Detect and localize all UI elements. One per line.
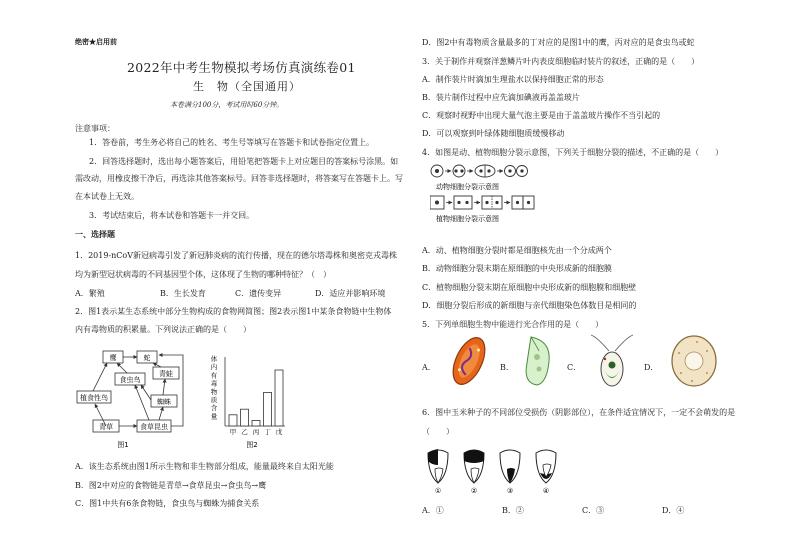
seed-label: ① bbox=[434, 487, 442, 495]
cell-nucleus bbox=[487, 169, 490, 172]
q3-option-b: B．装片制作过程中应先滴加碘液再盖盖玻片 bbox=[422, 93, 580, 102]
q4-option-c: C．植物细胞分裂末期在原细胞中央形成新的细胞膜和细胞壁 bbox=[422, 283, 637, 292]
fig2-ylabel-char: 毒 bbox=[210, 379, 218, 388]
fig2-caption: 图2 bbox=[246, 441, 258, 449]
seed-label: ③ bbox=[506, 487, 514, 495]
fig2-ylabel-char: 物 bbox=[210, 387, 218, 396]
plant-caption: 植物细胞分裂示意图 bbox=[436, 215, 499, 223]
food-web-arrow bbox=[163, 379, 165, 395]
q4-line: 4．如图是动、植物细胞分裂示意图，下列关于细胞分裂的描述，不正确的是（ ） bbox=[422, 148, 724, 157]
fig2-ylabel-char: 含 bbox=[210, 404, 218, 413]
seed-label: ② bbox=[470, 487, 478, 495]
cell-nucleus bbox=[454, 169, 457, 172]
seed-2 bbox=[464, 450, 484, 495]
chlamydomonas-image bbox=[587, 333, 637, 389]
q4-option-d: D．细胞分裂后形成的新细胞与亲代细胞染色体数目是相同的 bbox=[422, 301, 637, 310]
q2-option-d: D．图2中有毒物质含量最多的丁对应的是图1中的鹰，丙对应的是食虫鸟或蛇 bbox=[422, 38, 695, 47]
notes-heading: 注意事项： bbox=[75, 124, 115, 133]
corn-seeds-diagram bbox=[424, 447, 574, 497]
fig2-ylabel-char: 质 bbox=[210, 396, 218, 404]
animal-caption: 动物细胞分裂示意图 bbox=[436, 183, 499, 191]
cell-nucleus bbox=[495, 201, 498, 204]
q6-option-c: C．③ bbox=[582, 506, 605, 515]
food-web-arrow bbox=[153, 363, 161, 367]
food-web-label: 蛇 bbox=[143, 354, 151, 362]
fig2-ylabel-char: 有 bbox=[210, 371, 218, 380]
q3-option-d: D．可以观察到叶绿体随细胞质缓慢移动 bbox=[422, 129, 565, 138]
fig2-ylabel-char: 内 bbox=[210, 363, 218, 372]
q2-option-a: A．该生态系统由图1所示生物和非生物部分组成，能量最终来自太阳光能 bbox=[75, 462, 334, 471]
seed-4 bbox=[536, 450, 556, 495]
q1-option-b: B．生长发育 bbox=[160, 289, 206, 298]
note-line: 3．考试结束后，将本试卷和答题卡一并交回。 bbox=[89, 211, 255, 220]
fig2-ylabel bbox=[211, 354, 218, 420]
fig2-ylabel-char: 量 bbox=[210, 412, 218, 421]
seed-label: ④ bbox=[542, 487, 550, 495]
bacterium-image bbox=[442, 333, 497, 389]
q2-option-c: C．图1中共有6条食物链，食虫鸟与蜘蛛为捕食关系 bbox=[75, 499, 260, 508]
food-web-arrow bbox=[117, 363, 127, 373]
q6-option-a: A．① bbox=[422, 506, 444, 515]
tick-label: 戊 bbox=[275, 428, 283, 436]
q3-option-c: C．观察时视野中出现大量气泡主要是由于盖盖玻片操作不当引起的 bbox=[422, 111, 661, 120]
q6-option-d: D．④ bbox=[662, 506, 685, 515]
q6-option-b: B．② bbox=[502, 506, 524, 515]
cell-nucleus bbox=[516, 201, 519, 204]
q5-label-c: C． bbox=[567, 363, 582, 372]
paper-subtitle: 生 物（全国通用） bbox=[193, 80, 301, 93]
q6-line: （ ） bbox=[422, 427, 454, 436]
yeast-image bbox=[667, 333, 722, 389]
cell-division-diagram bbox=[430, 163, 570, 225]
cell-nucleus bbox=[485, 201, 488, 204]
tick-label: 乙 bbox=[241, 428, 248, 436]
plant-cell bbox=[454, 196, 472, 209]
cell-nucleus bbox=[465, 201, 468, 204]
bar-丙 bbox=[252, 420, 260, 426]
q2-line: 内有毒物质的积累量。下列说法正确的是（ ） bbox=[75, 325, 251, 334]
q2-line: 2．图1表示某生态系统中部分生物构成的食物网简图；图2表示图1中某条食物链中生物体 bbox=[75, 307, 392, 316]
food-web-label: 食虫鸟 bbox=[119, 376, 141, 384]
cell-nucleus bbox=[435, 201, 439, 205]
note-line: 需改动，用橡皮擦干净后，再选涂其他答案标号。回答非选择题时，将答案写在答题卡上。写 bbox=[75, 174, 403, 183]
cell-nucleus bbox=[527, 201, 530, 204]
q3-line: 3．关于制作并观察洋葱鳞片叶内表皮细胞临时装片的叙述，正确的是（ ） bbox=[422, 57, 700, 66]
note-line: 1．答卷前，考生务必将自己的姓名、考生号等填写在答题卡和试卷指定位置上。 bbox=[89, 138, 375, 147]
tick-label: 丙 bbox=[252, 428, 260, 436]
food-web-arrow bbox=[135, 385, 149, 420]
bar-戊 bbox=[275, 370, 283, 426]
q3-option-a: A．制作装片时滴加生理盐水以保持细胞正常的形态 bbox=[422, 75, 604, 84]
food-web-label: 食草昆虫 bbox=[140, 423, 168, 431]
q4-option-b: B．动物细胞分裂末期在原细胞的中央形成新的细胞膜 bbox=[422, 264, 612, 273]
cell-nucleus bbox=[457, 201, 460, 204]
bar-丁 bbox=[264, 392, 272, 426]
section-heading: 一、选择题 bbox=[75, 229, 115, 239]
cell-nucleus bbox=[520, 169, 523, 172]
note-line: 在本试卷上无效。 bbox=[75, 192, 139, 201]
q5-line: 5．下列单细胞生物中能进行光合作用的是（ ） bbox=[422, 320, 604, 329]
q2-option-b: B．图2中对应的食物链是青草→食草昆虫→食虫鸟→鹰 bbox=[75, 481, 267, 490]
cell-nucleus bbox=[435, 169, 439, 173]
bar-乙 bbox=[241, 409, 249, 426]
tick-label: 甲 bbox=[229, 428, 237, 436]
food-web-arrow bbox=[141, 385, 151, 400]
cell-nucleus bbox=[479, 169, 482, 172]
q5-label-b: B． bbox=[500, 363, 514, 372]
q5-label-a: A． bbox=[422, 363, 436, 372]
q4-option-a: A．动、植物细胞分裂时都是细胞核先由一个分成两个 bbox=[422, 246, 612, 255]
q1-option-c: C．遗传变异 bbox=[235, 289, 282, 298]
toxin-bar-chart bbox=[207, 352, 302, 452]
food-web-label: 蜘蛛 bbox=[157, 398, 171, 406]
paramecium-image bbox=[517, 333, 562, 389]
cell-nucleus bbox=[508, 169, 511, 172]
food-web-arrow bbox=[159, 407, 163, 420]
q1-line: 均为新型冠状病毒的不同基因型个体，这体现了生物的哪种特征？（ ） bbox=[75, 270, 331, 279]
food-web-label: 植食性鸟 bbox=[80, 394, 108, 402]
food-web-label: 青蛙 bbox=[159, 370, 173, 378]
fig2-ylabel-char: 体 bbox=[210, 355, 218, 363]
bar-甲 bbox=[229, 415, 237, 426]
q1-option-d: D．适应并影响环境 bbox=[315, 289, 386, 298]
seed-1 bbox=[428, 449, 448, 495]
q5-label-d: D． bbox=[644, 363, 659, 372]
q1-option-a: A．繁殖 bbox=[75, 289, 105, 298]
seed-3 bbox=[500, 450, 520, 495]
cell-nucleus bbox=[460, 169, 463, 172]
exam-meta: 本卷满分100分，考试用时60分钟。 bbox=[170, 101, 284, 109]
q1-line: 1．2019-nCoV新冠病毒引发了新冠肺炎病的流行传播，现在的德尔塔毒株和奥密克戎毒株 bbox=[75, 251, 398, 260]
food-web-arrow bbox=[93, 363, 107, 391]
food-web-arrow bbox=[159, 355, 183, 426]
fig1-caption: 图1 bbox=[117, 441, 129, 449]
paper-title: 2022年中考生物模拟考场仿真演练卷01 bbox=[127, 60, 356, 75]
q6-line: 6．图中玉米种子的不同部位受损伤（阴影部位），在条件适宜情况下，一定不会萌发的是 bbox=[422, 408, 736, 417]
secret-label: 绝密★启用前 bbox=[75, 37, 117, 46]
tick-label: 丁 bbox=[264, 428, 271, 436]
food-web-label: 青草 bbox=[99, 423, 113, 431]
note-line: 2．回答选择题时，选出每小题答案后，用铅笔把答题卡上对应题目的答案标号涂黑。如 bbox=[89, 157, 399, 166]
food-web-label: 鹰 bbox=[109, 354, 117, 362]
food-web-diagram bbox=[75, 347, 190, 452]
